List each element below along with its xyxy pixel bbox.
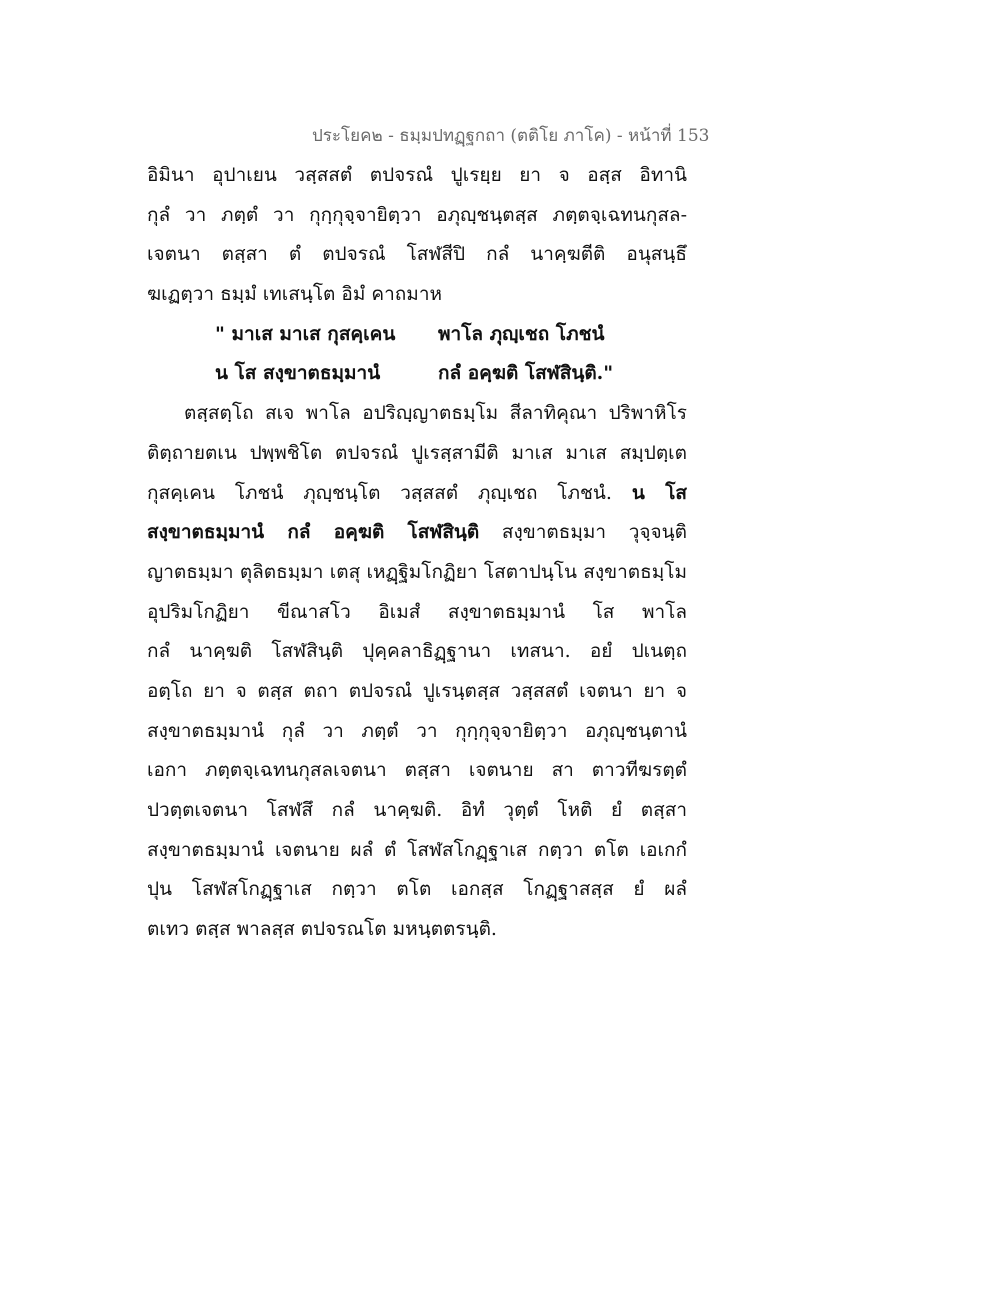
text-line: เจตนา ตสฺสา ตํ ตปจรณํ โสฬสีปิ กลํ นาคฺฆตีติ อนุสนฺธึ	[147, 243, 687, 266]
text-line: อุปริมโกฏิยา ขีณาสโว อิเมสํ สงฺขาตธมฺมานํ โส พาโล	[147, 600, 687, 623]
text-line	[147, 513, 687, 553]
text-span: สงฺขาตธมฺมา วุจฺจนฺติ	[501, 521, 687, 544]
text-line: กลํ นาคฺฆติ โสฬสินฺติ ปุคฺคลาธิฏฺฐานา เทสนา. อยํ ปเนตฺถ	[147, 640, 687, 663]
bold-text-span: สงฺขาตธมฺมานํ กลํ อคฺฆติ โสฬสินฺติ	[147, 521, 480, 544]
text-line: ติตฺถายตเน ปพฺพชิโต ตปจรณํ ปูเรสฺสามีติ มาเส มาเส สมฺปตฺเต	[147, 441, 687, 464]
verse-line-1	[147, 315, 687, 355]
text-line: ญาตธมฺมา ตุลิตธมฺมา เตสุ เหฏฺฐิมโกฏิยา โสตาปนฺโน สงฺขาตธมฺโม	[147, 560, 687, 583]
page-header: ประโยค๒ - ธมฺมปทฏฺฐกถา (ตติโย ภาโค) - หน้าที่ 153	[312, 126, 710, 146]
text-line: อตฺโถ ยา จ ตสฺส ตถา ตปจรณํ ปูเรนฺตสฺส วสฺสสตํ เจตนา ยา จ	[147, 679, 687, 702]
text-line: สงฺขาตธมฺมานํ เจตนาย ผลํ ตํ โสฬสโกฏฺฐาเส กตฺวา ตโต เอเกกํ	[147, 838, 687, 861]
text-line: ปวตฺตเจตนา โสฬสึ กลํ นาคฺฆติ. อิทํ วุตฺตํ โหติ ยํ ตสฺสา	[147, 799, 687, 821]
text-line: สงฺขาตธมฺมานํ กุลํ วา ภตฺตํ วา กุกฺกุจฺจายิตฺวา อภุญฺชนฺตานํ	[147, 719, 687, 742]
text-line	[147, 474, 687, 514]
verse-line-1-first-half: " มาเส มาเส กุสคฺเคน	[215, 322, 396, 345]
verse-line-1-second-half: พาโล ภุญฺเชถ โภชนํ	[438, 322, 605, 345]
text-line: อิมินา อุปาเยน วสฺสสตํ ตปจรณํ ปูเรยฺย ยา จ อสฺส อิทานิ	[147, 164, 687, 186]
verse-line-2	[147, 354, 687, 394]
text-line: ปุน โสฬสโกฏฺฐาเส กตฺวา ตโต เอกสฺส โกฏฺฐาสสฺส ยํ ผลํ	[147, 878, 687, 901]
page-body	[147, 156, 687, 950]
bold-text-span: น โส	[631, 481, 688, 504]
text-line: เอกา ภตฺตจฺเฉทนกุสลเจตนา ตสฺสา เจตนาย สา ตาวทีฆรตฺตํ	[147, 759, 687, 782]
text-line: ตสฺสตฺโถ สเจ พาโล อปริญฺญาตธมฺโม สีลาทิคุณา ปริพาหิโร	[184, 402, 687, 425]
verse-line-2-second-half: กลํ อคฺฆติ โสฬสินฺติ."	[438, 362, 614, 385]
text-line: ฆเฏตฺวา ธมฺมํ เทเสนฺโต อิมํ คาถมาห	[147, 283, 443, 306]
text-line: ตเทว ตสฺส พาลสฺส ตปจรณโต มหนฺตตรนฺติ.	[147, 918, 497, 941]
text-span: กุสคฺเคน โภชนํ ภุญฺชนฺโต วสฺสสตํ ภุญฺเชถ โภชนํ.	[147, 481, 612, 504]
text-line: กุลํ วา ภตฺตํ วา กุกฺกุจฺจายิตฺวา อภุญฺชนฺตสฺส ภตฺตจฺเฉทนกุสล-	[147, 203, 687, 226]
verse-line-2-first-half: น โส สงฺขาตธมฺมานํ	[215, 362, 381, 385]
